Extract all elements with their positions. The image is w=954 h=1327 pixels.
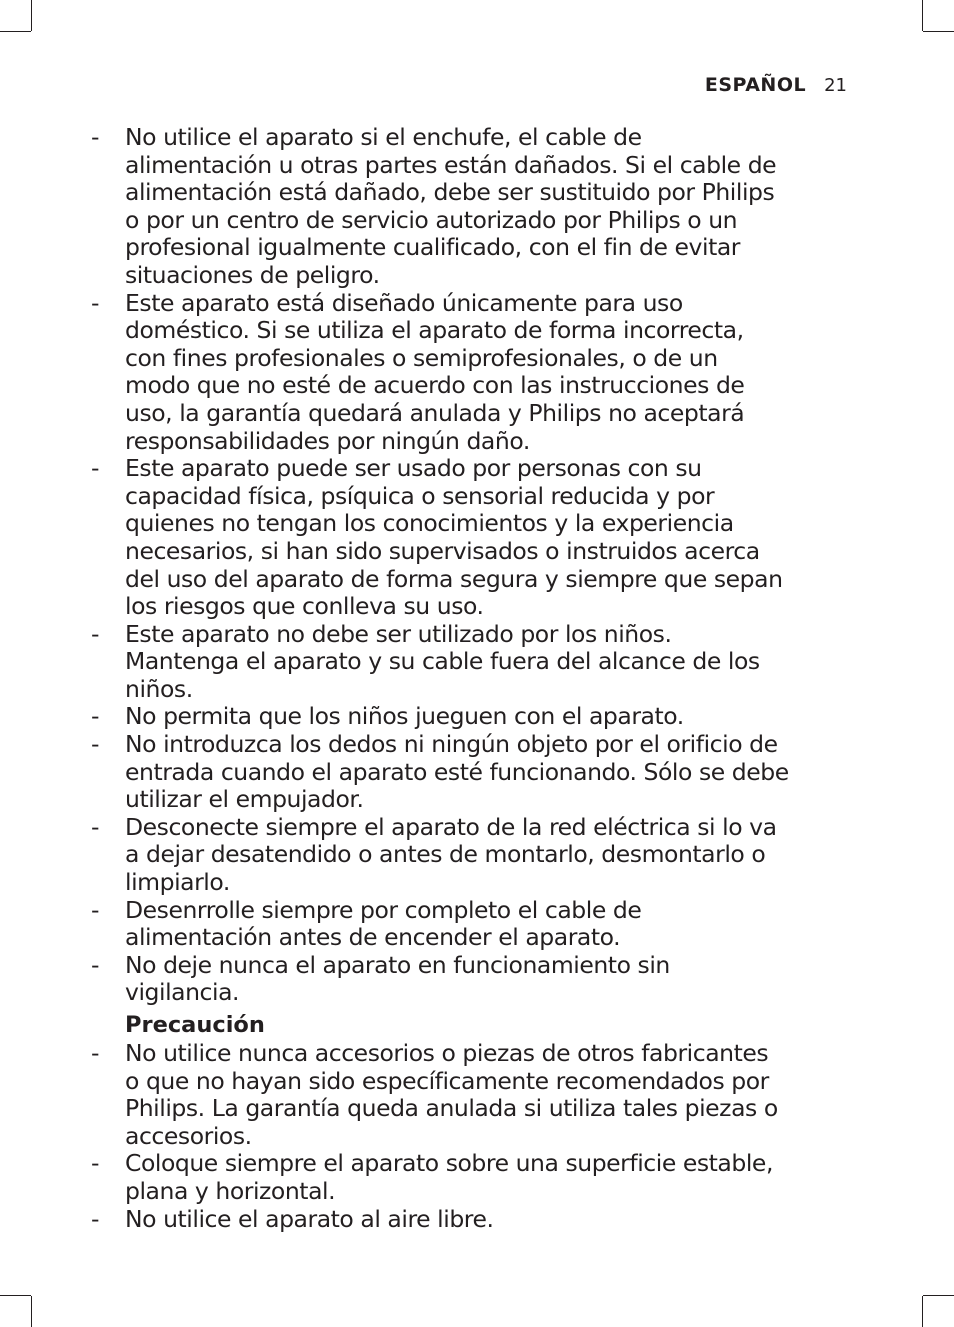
language-label: ESPAÑOL [704, 74, 807, 96]
text-line: uso, la garantía quedará anulada y Philips no aceptará [125, 398, 745, 427]
bullet-dash: - [91, 123, 100, 151]
text-line: Coloque siempre el aparato sobre una superficie estable, [125, 1149, 773, 1178]
text-line: Este aparato está diseñado únicamente para uso [125, 288, 683, 317]
bullet-dash: - [91, 702, 100, 731]
text-line: Desconecte siempre el aparato de la red eléctrica si lo va [125, 812, 777, 841]
bullet-dash: - [91, 619, 100, 648]
bullet-dash: - [91, 950, 100, 979]
text-line: a dejar desatendido o antes de montarlo, desmontarlo o [125, 840, 766, 869]
crop-mark [31, 0, 32, 31]
text-line: Desenrrolle siempre por completo el cable de [125, 895, 642, 924]
text-line: responsabilidades por ningún daño. [125, 426, 530, 455]
crop-mark [923, 31, 954, 32]
list-item-text [125, 952, 871, 1007]
list-item-text [125, 1150, 871, 1205]
list-item [91, 621, 871, 704]
text-line: No permita que los niños jueguen con el aparato. [125, 702, 684, 731]
crop-mark [31, 1296, 32, 1327]
text-line: accesorios. [125, 1121, 252, 1150]
list-item [91, 814, 871, 897]
list-item [91, 952, 871, 1007]
text-line: No utilice nunca accesorios o piezas de otros fabricantes [125, 1039, 769, 1067]
text-line: Philips. La garantía queda anulada si utiliza tales piezas o [125, 1094, 778, 1123]
text-line: vigilancia. [125, 978, 240, 1007]
bullet-dash: - [91, 1149, 100, 1178]
text-line: No utilice el aparato al aire libre. [125, 1204, 494, 1233]
text-line: Este aparato no debe ser utilizado por los niños. [125, 619, 672, 648]
bullet-dash: - [91, 895, 100, 924]
text-line: doméstico. Si se utiliza el aparato de forma incorrecta, [125, 316, 744, 345]
list-item [91, 703, 871, 731]
crop-mark [923, 1295, 954, 1296]
text-line: con fines profesionales o semiprofesionales, o de un [125, 343, 718, 372]
text-line: capacidad física, psíquica o sensorial reducida y por [125, 481, 715, 510]
text-line: quienes no tengan los conocimientos y la experiencia [125, 509, 734, 538]
list-item-text [125, 1206, 871, 1234]
list-item-text [125, 814, 871, 897]
text-line: Este aparato puede ser usado por personas con su [125, 454, 702, 483]
list-item-text [125, 897, 871, 952]
text-line: los riesgos que conlleva su uso. [125, 592, 484, 621]
list-item [91, 1150, 871, 1205]
text-line: Mantenga el aparato y su cable fuera del alcance de los [125, 647, 760, 676]
text-line: o que no hayan sido específicamente recomendados por [125, 1066, 769, 1095]
text-line: No utilice el aparato si el enchufe, el cable de [125, 123, 642, 151]
text-line: limpiarlo. [125, 868, 230, 897]
caution-heading: Precaución [125, 1012, 265, 1038]
crop-mark [922, 1296, 923, 1327]
bullet-dash: - [91, 730, 100, 759]
text-line: alimentación está dañado, debe ser sustituido por Philips [125, 178, 775, 207]
text-line: situaciones de peligro. [125, 260, 380, 289]
bullet-dash: - [91, 288, 100, 317]
list-item [91, 1206, 871, 1234]
crop-mark [0, 1295, 31, 1296]
text-line: entrada cuando el aparato esté funcionando. Sólo se debe [125, 757, 789, 786]
list-item-text [125, 621, 871, 704]
list-item-text [125, 290, 871, 456]
list-item-text [125, 1040, 871, 1150]
bullet-dash: - [91, 1039, 100, 1067]
text-line: o por un centro de servicio autorizado por Philips o un [125, 205, 738, 234]
text-line: modo que no esté de acuerdo con las instrucciones de [125, 371, 745, 400]
bullet-dash: - [91, 1204, 100, 1233]
text-line: niños. [125, 674, 193, 703]
text-line: alimentación u otras partes están dañados. Si el cable de [125, 150, 777, 179]
text-line: necesarios, si han sido supervisados o instruidos acerca [125, 536, 760, 565]
caution-list [91, 1040, 871, 1233]
text-line: alimentación antes de encender el aparato. [125, 923, 621, 952]
page-header [705, 74, 847, 96]
list-item [91, 124, 871, 290]
text-line: profesional igualmente cualificado, con el fin de evitar [125, 233, 741, 262]
list-item [91, 290, 871, 456]
text-line: utilizar el empujador. [125, 785, 364, 814]
crop-mark [0, 31, 31, 32]
list-item [91, 731, 871, 814]
text-line: No introduzca los dedos ni ningún objeto por el orificio de [125, 730, 778, 759]
text-line: No deje nunca el aparato en funcionamiento sin [125, 950, 670, 979]
text-line: plana y horizontal. [125, 1176, 336, 1205]
list-item-text [125, 703, 871, 731]
bullet-dash: - [91, 454, 100, 483]
page-number: 21 [824, 75, 847, 96]
list-item [91, 897, 871, 952]
list-item-text [125, 124, 871, 290]
crop-mark [922, 0, 923, 31]
safety-list [91, 124, 871, 1007]
text-line: del uso del aparato de forma segura y siempre que sepan [125, 564, 783, 593]
list-item [91, 455, 871, 621]
bullet-dash: - [91, 812, 100, 841]
list-item [91, 1040, 871, 1150]
list-item-text [125, 731, 871, 814]
list-item-text [125, 455, 871, 621]
